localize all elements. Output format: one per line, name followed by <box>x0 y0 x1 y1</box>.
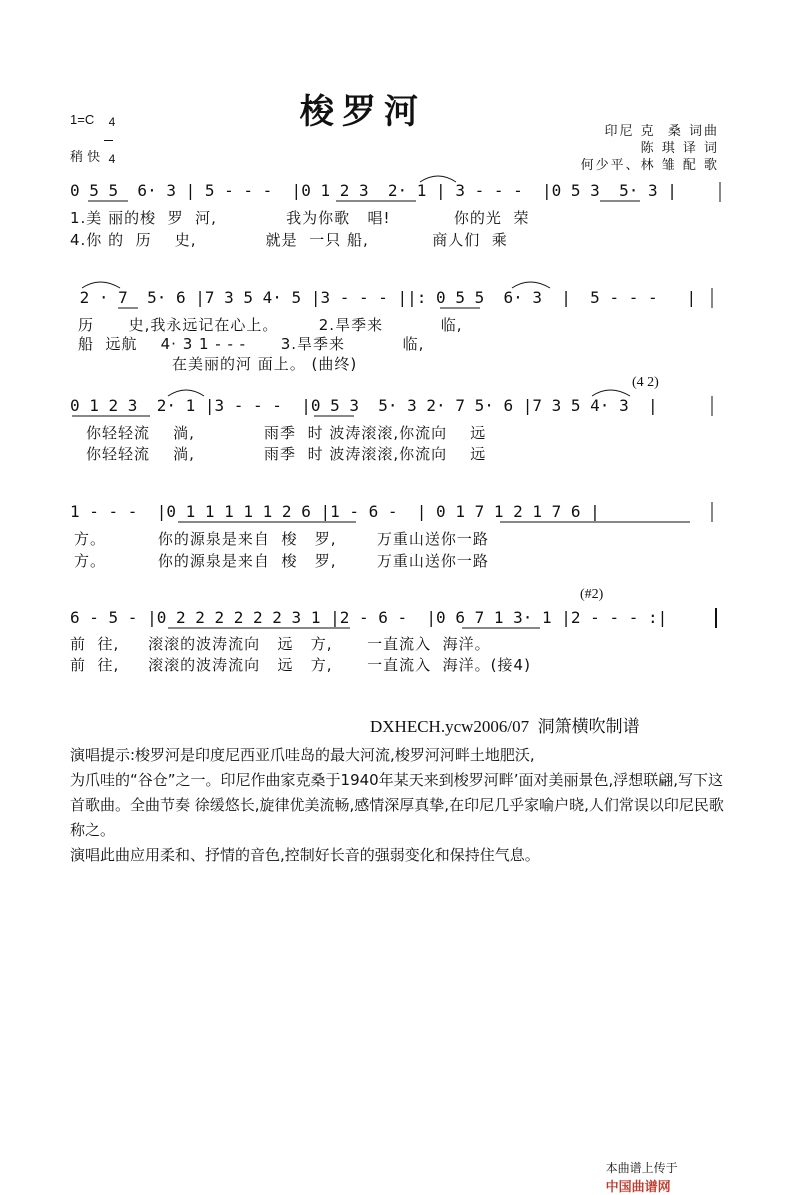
system-2-notes: 2 · 7 5· 6 |7 3 5 4· 5 |3 - - - ||: 0 5 5 6· 3 | 5 - - - | <box>70 288 697 307</box>
system-3-lyrics-1: 你轻轻流 淌, 雨季 时 波涛滚滚,你流向 远 <box>86 424 487 442</box>
slur <box>512 282 550 288</box>
transcriber-signature: DXHECH.ycw2006/07 洞箫横吹制谱 <box>370 717 640 736</box>
footer <box>598 1145 678 1195</box>
meter-top: 4 <box>108 115 116 129</box>
tips-paragraph-2: 为爪哇的“谷仓”之一。印尼作曲家克桑于1940年某天来到梭罗河畔’面对美丽景色,浮想联翩,写下这首歌曲。全曲节奏 徐缓悠长,旋律优美流畅,感情深厚真挚,在印尼几乎家喻户晓,人们常误以印尼民歌称之。 <box>70 771 724 839</box>
tips-paragraph-1: 演唱提示:梭罗河是印度尼西亚爪哇岛的最大河流,梭罗河河畔土地肥沃, <box>70 746 535 764</box>
slur <box>168 390 204 396</box>
meter-bottom: 4 <box>108 152 116 166</box>
slur <box>592 390 630 396</box>
system-2-lyrics-1: 历 史,我永远记在心上。 2.旱季来 临, <box>78 316 463 334</box>
tips-paragraph-3: 演唱此曲应用柔和、抒情的音色,控制好长音的强弱变化和保持住气息。 <box>70 846 540 864</box>
system-3-lyrics-2: 你轻轻流 淌, 雨季 时 波涛滚滚,你流向 远 <box>86 445 487 463</box>
credit-arranger: 何少平、林 雏 配 歌 <box>580 158 719 173</box>
page-title: 梭罗河 <box>300 92 426 132</box>
slur <box>420 176 456 182</box>
site-logo[interactable]: 中国曲谱网 <box>605 1180 671 1195</box>
system-1-notes: 0 5 5 6· 3 | 5 - - - |0 1 2 3 2· 1 | 3 - - - |0 5 3 5· 3 | <box>70 181 677 200</box>
credit-translator: 陈 琪 译 词 <box>640 141 719 156</box>
credit-composer: 印尼 克 桑 词曲 <box>604 124 719 139</box>
system-4-notes: 1 - - - |0 1 1 1 1 1 2 6 |1 - 6 - | 0 1 7 1 2 1 7 6 | <box>70 502 600 521</box>
system-5-alt-notes: (#2) <box>580 587 604 602</box>
system-3-alt-notes: (4 2) <box>632 375 659 390</box>
system-5-notes: 6 - 5 - |0 2 2 2 2 2 2 3 1 |2 - 6 - |0 6 7 1 3· 1 |2 - - - :| <box>70 608 668 627</box>
system-2-coda-lyrics: 在美丽的河 面上。 (曲终) <box>172 355 358 373</box>
system-1-lyrics-2: 4.你 的 历 史, 就是 一只 船, 商人们 乘 <box>70 231 508 249</box>
system-5-lyrics-2: 前 往, 滚滚的波涛流向 远 方, 一直流入 海洋。(接4) <box>70 656 531 674</box>
performance-tips <box>70 743 730 868</box>
key-signature: 1=C <box>70 112 95 127</box>
footer-text: 本曲谱上传于 <box>605 1161 678 1175</box>
system-1-lyrics-1: 1.美 丽的梭 罗 河, 我为你歌 唱! 你的光 荣 <box>70 209 530 227</box>
system-2-lyrics-2: 船 远航 4· 3 1 - - - 3.旱季来 临, <box>78 335 425 353</box>
tempo-marking: 稍 快 <box>70 150 101 165</box>
system-3-notes: 0 1 2 3 2· 1 |3 - - - |0 5 3 5· 3 2· 7 5· 6 |7 3 5 4· 3 | <box>70 396 658 415</box>
system-5-lyrics-1: 前 往, 滚滚的波涛流向 远 方, 一直流入 海洋。 <box>70 635 491 653</box>
slur <box>82 282 120 288</box>
system-4-lyrics-1: 方。 你的源泉是来自 梭 罗, 万重山送你一路 <box>74 530 489 548</box>
system-4-lyrics-2: 方。 你的源泉是来自 梭 罗, 万重山送你一路 <box>74 552 489 570</box>
